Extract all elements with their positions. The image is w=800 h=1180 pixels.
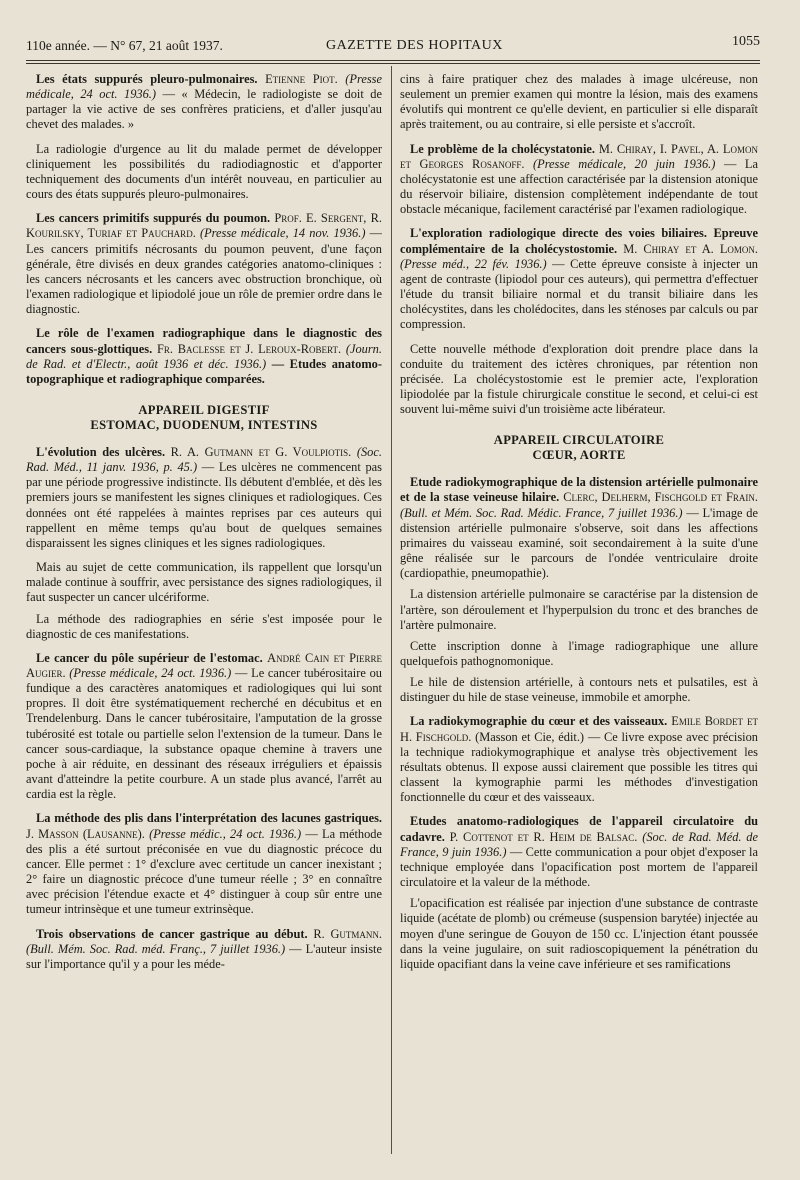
article-text: — L'image de distension artérielle pulmonaire s'observe, soit dans les affections primaires du vaisseau examiné, soit secondairement à la suite d'une gêne réalisée sur le parcours de l'ondée ventriculaire droite (cardiopathie, pneumopathie). — [400, 505, 758, 581]
article-title: Trois observations de cancer gastrique au début. — [36, 926, 308, 941]
section-title: APPAREIL DIGESTIF — [138, 402, 270, 417]
article-author: Emile Bordet et H. Fischgold. — [400, 714, 758, 744]
article-text: — Les ulcères ne commencent pas par une période progressive indistincte. Ils débutent d'emblée, et dès les premiers jours se manifestent les signes cliniques et radiologiques. Ces données ont été rappelées à maintes reprises par ces auteurs qui rappellent en même temps qu'au bout de quelques semaines disparaissent les signes cliniques et les signes radiologiques. — [26, 460, 382, 550]
article-anatomo-radiologiques — [400, 814, 758, 890]
article-author: J. Masson (Lausanne). — [26, 826, 145, 841]
article-citation: (Bull. et Mém. Soc. Rad. Médic. France, 7 juillet 1936.) — [400, 505, 683, 520]
article-title: Etudes anatomo-radiologiques de l'appareil circulatoire du cadavre. — [400, 814, 758, 844]
journal-title: GAZETTE DES HOPITAUX — [326, 38, 503, 53]
article-title: Le cancer du pôle supérieur de l'estomac. — [36, 650, 263, 665]
article-title: Les états suppurés pleuro-pulmonaires. — [36, 72, 258, 86]
article-text: — La méthode des plis a été surtout préconisée en vue du diagnostic précoce du cancer. Elle permet : 1° d'exclure avec certitude un cancer inexistant ; 2° faire un diagnostic précoce d'une tumeur réelle ; 3° en connaître avec précision l'étendue exacte et 4° distinguer à coup sûr entre une tumeur intrinsèque et une tumeur extrinsèque. — [26, 826, 382, 917]
article-author: Fr. Baclesse et J. Leroux-Robert. — [156, 341, 342, 356]
article-text: — La cholécystatonie est une affection caractérisée par la distension atonique du réservoir biliaire, distension complètement indépendante de tout obstacle mécanique, facilement caractérisé par l'examen radiologique. — [400, 156, 758, 217]
article-title: Etude radiokymographique de la distension artérielle pulmonaire et de la stase veineuse hilaire. — [400, 475, 758, 505]
header-rule — [26, 60, 760, 61]
article-cholecystatonie — [400, 142, 758, 218]
article-citation: (Presse médicale, 24 oct. 1936.) — [26, 72, 382, 102]
header-rule-double — [26, 63, 760, 64]
article-title: La méthode des plis dans l'interprétation des lacunes gastriques. — [36, 811, 382, 826]
article-radiokymographie-coeur — [400, 714, 758, 805]
article-author: Etienne Piot. — [265, 72, 338, 86]
page-header — [26, 34, 760, 58]
article-methode-plis — [26, 811, 382, 917]
article-paragraph: L'opacification est réalisée par injection d'une substance de contraste liquide (acétate de plomb) ou crémeuse (suspension barytée) injectée au moyen d'une seringue de Gouyon de 150 cc. L'injection étant poussée dans la veine jugulaire, on suit radioscopiquement la pénétration du liquide opacifiant dans la veine cave inférieure et ses ramifications — [400, 896, 758, 971]
article-citation: (Presse médicale, 14 nov. 1936.) — [199, 226, 366, 241]
article-title: Les cancers primitifs suppurés du poumon. — [36, 211, 271, 226]
section-heading-digestif — [26, 403, 382, 433]
article-text: — Les cancers primitifs nécrosants du poumon peuvent, d'une façon générale, être divisés en deux grandes catégories anatomo-cliniques : les cancers nécrosants et les cancers avec obstruction bronchique, où l'examen radiologique et lipiodolé joue un rôle de premier ordre dans le diagnostic. — [26, 226, 382, 317]
article-evolution-ulceres — [26, 445, 382, 551]
article-paragraph: La distension artérielle pulmonaire se caractérise par la distension de l'artère, son déroulement et l'hyperpulsion du tronc et des branches de l'artère pulmonaire. — [400, 587, 758, 632]
article-exploration-voies-biliaires — [400, 226, 758, 332]
right-column — [400, 72, 758, 1156]
section-heading-circulatoire — [400, 433, 758, 463]
article-author: P. Cottenot et R. Heim de Balsac. — [449, 829, 638, 844]
section-title: APPAREIL CIRCULATOIRE — [493, 433, 665, 448]
article-author: Prof. E. Sergent, R. Kourilsky, Turiaf et Pauchard. — [26, 211, 382, 241]
article-author: R. A. Gutmann et G. Voulpiotis. — [170, 444, 352, 459]
article-title: Le problème de la cholécystatonie. — [410, 141, 595, 156]
article-text: — Cette communication a pour objet d'exposer la technique employée dans l'opacification post mortem de l'appareil circulatoire et la valeur de la méthode. — [400, 844, 758, 890]
article-citation: (Presse méd., 22 fév. 1936.) — [400, 256, 547, 271]
article-citation: (Masson et Cie, édit.) — [475, 729, 585, 744]
article-paragraph: Mais au sujet de cette communication, ils rappellent que lorsqu'un malade continue à souffrir, avec persistance des signes radiologiques, il faut suspecter un cancer ulcériforme. — [26, 560, 382, 605]
article-text: — « Médecin, le radiologiste se doit de partager la vie active de ses confrères praticiens, et d'aller jusqu'au chevet des malades. » — [26, 87, 382, 132]
article-text: — Etudes anatomo-topographique et radiographique comparées. — [26, 356, 382, 386]
article-text: — Cette épreuve consiste à injecter un agent de contraste (lipiodol pour ces auteurs), qui permettra d'effectuer l'étude du transit biliaire normal et du transit biliaire dans les cholécystites, dans les cholédocites, dans les sténoses par calculs ou par compression. — [400, 256, 758, 332]
article-author: Clerc, Delherm, Fischgold et Frain. — [563, 490, 758, 505]
article-paragraph: Cette inscription donne à l'image radiographique une allure quelquefois pathognomonique. — [400, 638, 758, 668]
article-text: — Ce livre expose avec précision la technique radiokymographique et analyse très objectivement les résultats obtenus. Il expose aussi clairement que possible les titres qui classent la kymographie parmi les méthodes d'investigation fonctionnelle du cœur et des vaisseaux. — [400, 729, 758, 805]
section-subtitle: ESTOMAC, DUODENUM, INTESTINS — [90, 417, 318, 432]
article-cancers-primitifs — [26, 211, 382, 317]
article-author: M. Chiray, I. Pavel, A. Lomon et Georges Rosanoff. — [400, 141, 758, 171]
article-paragraph: Cette nouvelle méthode d'exploration doit prendre place dans la conduite du traitement des ictères chroniques, par rétention non précisée. La cholécystostomie est le premier acte, l'exploration lipiodolée par la fistule chirurgicale constitue le second, et celui-ci est souvent lui-même suivi d'un troisième acte libérateur. — [400, 341, 758, 417]
article-citation: (Presse médic., 24 oct. 1936.) — [149, 826, 302, 841]
left-column — [26, 72, 382, 1156]
article-paragraph: La méthode des radiographies en série s'est imposée pour le diagnostic de ces manifestations. — [26, 611, 382, 641]
article-trois-observations — [26, 927, 382, 972]
article-paragraph: Le hile de distension artérielle, à contours nets et pulsatiles, est à distinguer du hile de stase veineuse, immobile et amorphe. — [400, 675, 758, 705]
article-text: — L'auteur insiste sur l'importance qu'il y a pour les méde- — [26, 941, 382, 971]
issue-info: 110e année. — N° 67, 21 août 1937. — [26, 38, 223, 53]
article-continuation: cins à faire pratiquer chez des malades à image ulcéreuse, non seulement un premier examen qui montre la lésion, mais des examens évolutifs qui montrent ce qu'elle devient, en particulier si elle disparaît après traitement, ou au contraire, si elle persiste et s'accroît. — [400, 72, 758, 132]
article-title: L'exploration radiologique directe des voies biliaires. Epreuve complémentaire de la cholécystostomie. — [400, 226, 758, 256]
article-citation: (Bull. Mém. Soc. Rad. méd. Franç., 7 juillet 1936.) — [26, 941, 286, 956]
article-citation: (Soc. Rad. Méd., 11 janv. 1936, p. 45.) — [26, 444, 382, 475]
article-radiokymographique-distension — [400, 475, 758, 581]
article-citation: (Soc. de Rad. Méd. de France, 9 juin 1936.) — [400, 829, 758, 859]
article-author: André Cain et Pierre Augier. — [26, 650, 382, 680]
section-subtitle: CŒUR, AORTE — [532, 448, 626, 463]
article-title: La radiokymographie du cœur et des vaisseaux. — [410, 714, 668, 729]
article-cancer-pole-superieur — [26, 651, 382, 803]
article-citation: (Presse médicale, 24 oct. 1936.) — [69, 666, 232, 680]
article-title: L'évolution des ulcères. — [36, 444, 166, 459]
article-etats-suppures — [26, 72, 382, 133]
column-divider — [391, 66, 392, 1154]
article-author: M. Chiray et A. Lomon. — [623, 241, 758, 256]
page-number: 1055 — [732, 34, 760, 49]
article-citation: (Journ. de Rad. et d'Electr., août 1936 et déc. 1936.) — [26, 341, 382, 371]
article-title: Le rôle de l'examen radiographique dans le diagnostic des cancers sous-glottiques. — [26, 326, 382, 356]
article-cancers-sous-glottiques — [26, 326, 382, 387]
article-author: R. Gutmann. — [313, 926, 382, 941]
article-citation: (Presse médicale, 20 juin 1936.) — [533, 156, 716, 171]
article-text: — Le cancer tubérositaire ou fundique a des caractères anatomiques et radiologiques qui lui sont propres. Il doit être systématiquement recherché en décubitus et en Trendelenburg. Dans le cancer tubérositaire, l'amputation de la grosse tubérosité est totale ou partielle selon l'extension de la tumeur. Dans le cancer sous-cardiaque, la substance opaque chemine à travers une poche à air réduite, en dessinant des réseaux irréguliers et épaissis avant d'atteindre la petite courbure. A un stade plus avancé, l'arrêt au cardia est la règle. — [26, 666, 382, 802]
article-paragraph: La radiologie d'urgence au lit du malade permet de développer cliniquement les possibilités du radiodiagnostic et d'apporter techniquement des documents d'un intérêt nouveau, en particulier au cours des états suppurés pleuro-pulmonaires. — [26, 141, 382, 202]
